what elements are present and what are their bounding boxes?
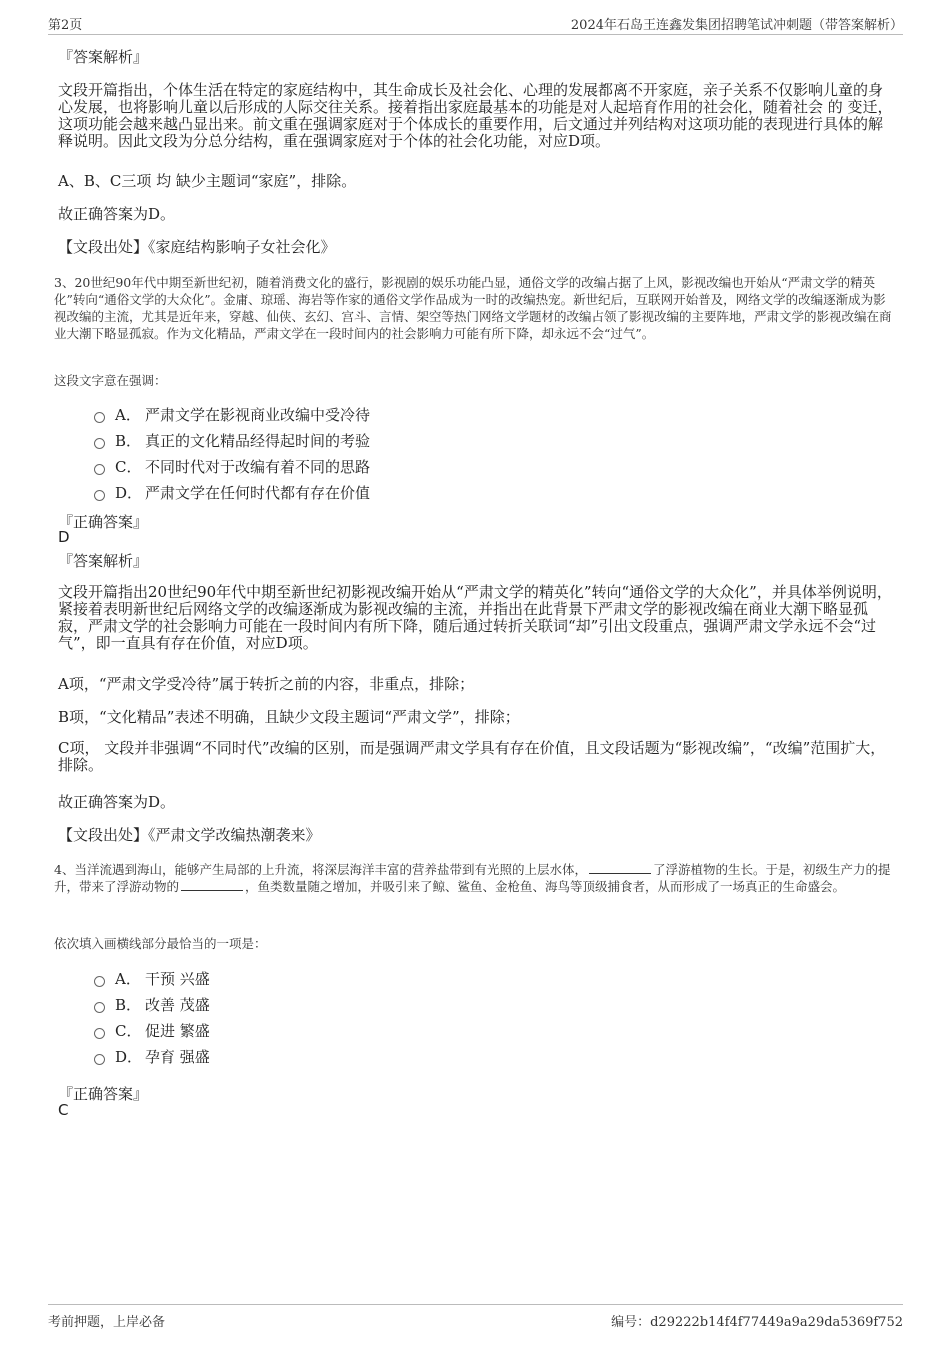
q3-answer: D: [58, 528, 70, 546]
q4-stem: 4、当洋流遇到海山，能够产生局部的上升流，将深层海洋丰富的营养盐带到有光照的上层水体， 了浮游植物的生长。于是，初级生产力的提升，带来了浮游动物的 ，鱼类数量随之增加，并吸引来了鲸、鲨鱼、金枪鱼、海鸟等顶级捕食者，从而形成了一场真正的生命盛会。: [54, 862, 891, 894]
q2-source: 【文段出处】《家庭结构影响子女社会化》: [58, 238, 336, 256]
radio-icon[interactable]: [94, 1028, 105, 1039]
radio-icon[interactable]: [94, 412, 105, 423]
q3-analysis-label: 『答案解析』: [58, 552, 149, 570]
fill-blank-2: [181, 878, 243, 891]
q3-conclusion: 故正确答案为D。: [58, 793, 176, 811]
q3-stem: 3、20世纪90年代中期至新世纪初，随着消费文化的盛行，影视剧的娱乐功能凸显，通俗文学的改编占据了上风，影视改编也开始从“严肃文学的精英化”转向“通俗文学的大众化”。金庸、琼瑶、海岩等作家的通俗文学作品成为一时的改编热宠。新世纪后，互联网开始普及，网络文学的改编逐渐成为影视改编的主流，尤其是近年来，穿越、仙侠、玄幻、宫斗、言情、架空等热门网络文学题材的改编占领了影视改编的主要阵地，严肃文学的影视改编在商业大潮下略显孤寂。作为文化精品，严肃文学在一段时间内的社会影响力可能有所下降，却永远不会“过气”。: [54, 275, 892, 341]
q4-option-c[interactable]: C． 促进 繁盛: [94, 1020, 210, 1040]
q2-analysis-text: 文段开篇指出，个体生活在特定的家庭结构中，其生命成长及社会化、心理的发展都离不开家庭，亲子关系不仅影响儿童的身心发展，也将影响儿童以后形成的人际交往关系。接着指出家庭最基本的功能是对人起培育作用的社会化，随着社会 的 变迁，这项功能会越来越凸显出来。前文重在强调家庭对于个体成长的重要作用，后文通过并列结构对这项功能的表现进行具体的解释说明。因此文段为分总分结构，重在强调家庭对于个体的社会化功能，对应D项。: [58, 81, 893, 150]
page-footer: [48, 1304, 903, 1331]
radio-icon[interactable]: [94, 464, 105, 475]
q3-option-b[interactable]: B． 真正的文化精品经得起时间的考验: [94, 430, 370, 450]
q3-answer-label: 『正确答案』: [58, 513, 149, 531]
q4-option-b[interactable]: B． 改善 茂盛: [94, 994, 210, 1014]
q3-option-c[interactable]: C． 不同时代对于改编有着不同的思路: [94, 456, 370, 476]
radio-icon[interactable]: [94, 1054, 105, 1065]
radio-icon[interactable]: [94, 490, 105, 501]
q3-note-a: A项，“严肃文学受冷待”属于转折之前的内容，非重点，排除；: [58, 675, 475, 693]
fill-blank-1: [589, 861, 651, 874]
q2-conclusion: 故正确答案为D。: [58, 205, 176, 223]
q2-note-abc: A、B、C三项 均 缺少主题词“家庭”，排除。: [58, 172, 357, 190]
radio-icon[interactable]: [94, 438, 105, 449]
document-title: 2024年石岛王连鑫发集团招聘笔试冲刺题（带答案解析）: [570, 18, 903, 33]
q3-note-c: C项， 文段并非强调“不同时代”改编的区别，而是强调严肃文学具有存在价值，且文段话题为“影视改编”，“改编”范围扩大，排除。: [58, 739, 886, 774]
q3-option-d[interactable]: D． 严肃文学在任何时代都有存在价值: [94, 482, 370, 502]
q3-option-a[interactable]: A． 严肃文学在影视商业改编中受冷待: [94, 404, 370, 424]
q3-note-b: B项，“文化精品”表述不明确，且缺少文段主题词“严肃文学”，排除；: [58, 708, 520, 726]
page-header: [48, 14, 903, 35]
radio-icon[interactable]: [94, 976, 105, 987]
q4-answer-label: 『正确答案』: [58, 1085, 149, 1103]
page-number: 第2页: [48, 18, 83, 33]
q4-option-d[interactable]: D． 孕育 强盛: [94, 1046, 210, 1066]
footer-slogan: 考前押题，上岸必备: [48, 1315, 166, 1330]
document-id: 编号：d29222b14f4f77449a9a29da5369f752: [611, 1315, 903, 1330]
q4-prompt: 依次填入画横线部分最恰当的一项是：: [54, 936, 267, 951]
radio-icon[interactable]: [94, 1002, 105, 1013]
q3-analysis-text: 文段开篇指出20世纪90年代中期至新世纪初影视改编开始从“严肃文学的精英化”转向“通俗文学的大众化”，并具体举例说明，紧接着表明新世纪后网络文学的改编逐渐成为影视改编的主流，并指出在此背景下严肃文学的影视改编在商业大潮下略显孤寂，严肃文学的社会影响力可能在一段时间内有所下降，随后通过转折关联词“却”引出文段重点，强调严肃文学永远不会“过气”，即一直具有存在价值，对应D项。: [58, 583, 892, 652]
q3-prompt: 这段文字意在强调：: [54, 373, 167, 388]
q4-option-a[interactable]: A． 干预 兴盛: [94, 968, 210, 988]
q4-answer: C: [58, 1101, 69, 1119]
q3-source: 【文段出处】《严肃文学改编热潮袭来》: [58, 826, 321, 844]
q2-analysis-label: 『答案解析』: [58, 48, 149, 66]
